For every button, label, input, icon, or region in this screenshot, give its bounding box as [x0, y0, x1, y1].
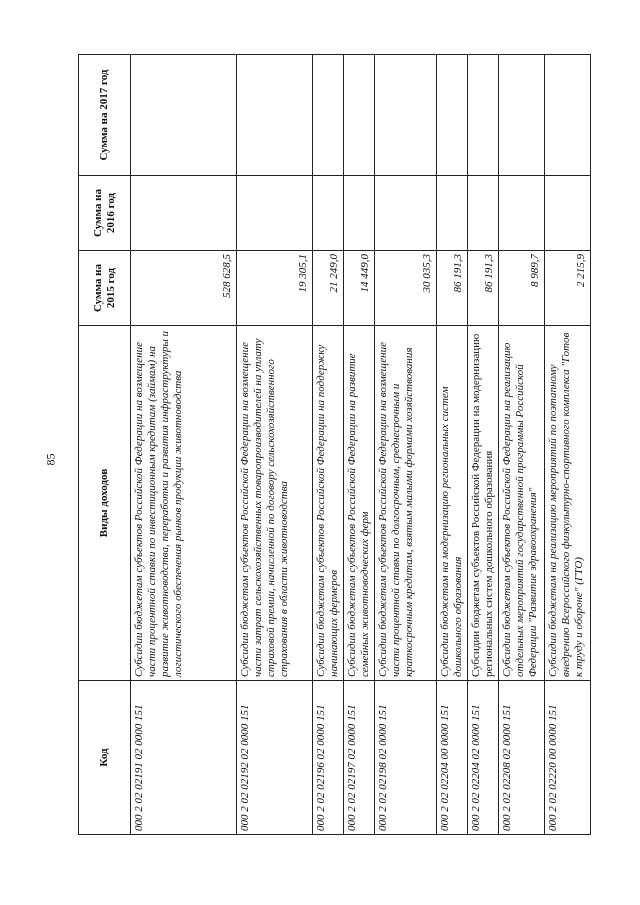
- row-sum-2015: 86 191,3: [468, 251, 499, 326]
- row-sum-2017: [131, 55, 237, 176]
- row-sum-2015: 19 305,1: [237, 251, 313, 326]
- row-sum-2015: 8 989,7: [499, 251, 545, 326]
- table-row: [375, 55, 437, 835]
- header-code: Код: [79, 681, 131, 835]
- row-sum-2015: 30 035,3: [375, 251, 437, 326]
- row-sum-2017: [499, 55, 545, 176]
- row-code: 000 2 02 02196 02 0000 151: [313, 681, 344, 835]
- row-sum-2017: [344, 55, 375, 176]
- table-row: [313, 55, 344, 835]
- table-row: [437, 55, 468, 835]
- row-sum-2016: [545, 176, 591, 251]
- row-description: Субсидии бюджетам субъектов Российской Федерации на возмещение части процентной ставки по инвестиционным кредитам (займам) на развитие животноводства, переработки и развития инфраструктуры и логистического обеспечения рынков продукции животноводства: [131, 326, 237, 681]
- header-sum-2015: Сумма на 2015 год: [79, 251, 131, 326]
- row-sum-2016: [437, 176, 468, 251]
- header-type: Виды доходов: [79, 326, 131, 681]
- rotated-table-wrapper: [78, 55, 588, 835]
- row-description: Субсидии бюджетам на модернизацию региональных систем дошкольного образования: [437, 326, 468, 681]
- header-sum-2016: Сумма на 2016 год: [79, 176, 131, 251]
- row-sum-2016: [468, 176, 499, 251]
- row-sum-2015: 14 449,0: [344, 251, 375, 326]
- row-sum-2017: [437, 55, 468, 176]
- row-sum-2015: 528 628,5: [131, 251, 237, 326]
- table-row: [545, 55, 591, 835]
- row-description: Субсидии бюджетам субъектов Российской Федерации на поддержку начинающих фермеров: [313, 326, 344, 681]
- page-number: 85: [43, 453, 58, 466]
- row-sum-2017: [375, 55, 437, 176]
- row-sum-2016: [344, 176, 375, 251]
- table-row: [237, 55, 313, 835]
- row-sum-2017: [237, 55, 313, 176]
- table-row: [499, 55, 545, 835]
- row-description: Субсидии бюджетам на реализацию мероприятий по поэтапному внедрению Всероссийского физкультурно-спортивного комплекса "Готов к труду и обороне" (ГТО): [545, 326, 591, 681]
- row-code: 000 2 02 02204 02 0000 151: [468, 681, 499, 835]
- row-sum-2015: 86 191,3: [437, 251, 468, 326]
- row-description: Субсидии бюджетам субъектов Российской Федерации на развитие семейных животноводческих ферм: [344, 326, 375, 681]
- row-description: Субсидии бюджетам субъектов Российской Федерации на возмещение части затрат сельскохозяйственных товаропроизводителей на уплату страховой премии, начисленной по договору сельскохозяйственного страхования в области животноводства: [237, 326, 313, 681]
- row-sum-2016: [237, 176, 313, 251]
- row-code: 000 2 02 02192 02 0000 151: [237, 681, 313, 835]
- row-description: Субсидии бюджетам субъектов Российской Федерации на модернизацию региональных систем дошкольного образования: [468, 326, 499, 681]
- revenue-table: [78, 54, 591, 835]
- row-sum-2016: [375, 176, 437, 251]
- table-row: [131, 55, 237, 835]
- row-sum-2016: [313, 176, 344, 251]
- row-description: Субсидии бюджетам субъектов Российской Федерации на реализацию отдельных мероприятий государственной программы Российской Федерации "Развитие здравоохранения": [499, 326, 545, 681]
- row-code: 000 2 02 02198 02 0000 151: [375, 681, 437, 835]
- table-row: [468, 55, 499, 835]
- row-code: 000 2 02 02197 02 0000 151: [344, 681, 375, 835]
- row-sum-2015: 21 249,0: [313, 251, 344, 326]
- row-code: 000 2 02 02220 00 0000 151: [545, 681, 591, 835]
- table-header-row: [79, 55, 131, 835]
- row-sum-2017: [545, 55, 591, 176]
- row-code: 000 2 02 02208 02 0000 151: [499, 681, 545, 835]
- row-code: 000 2 02 02204 00 0000 151: [437, 681, 468, 835]
- row-sum-2016: [499, 176, 545, 251]
- row-description: Субсидии бюджетам субъектов Российской Федерации на возмещение части процентной ставки по долгосрочным, среднесрочным и краткосрочным кредитам, взятым малыми формами хозяйствования: [375, 326, 437, 681]
- table-row: [344, 55, 375, 835]
- row-sum-2015: 2 215,9: [545, 251, 591, 326]
- row-sum-2016: [131, 176, 237, 251]
- row-sum-2017: [468, 55, 499, 176]
- row-sum-2017: [313, 55, 344, 176]
- header-sum-2017: Сумма на 2017 год: [79, 55, 131, 176]
- row-code: 000 2 02 02191 02 0000 151: [131, 681, 237, 835]
